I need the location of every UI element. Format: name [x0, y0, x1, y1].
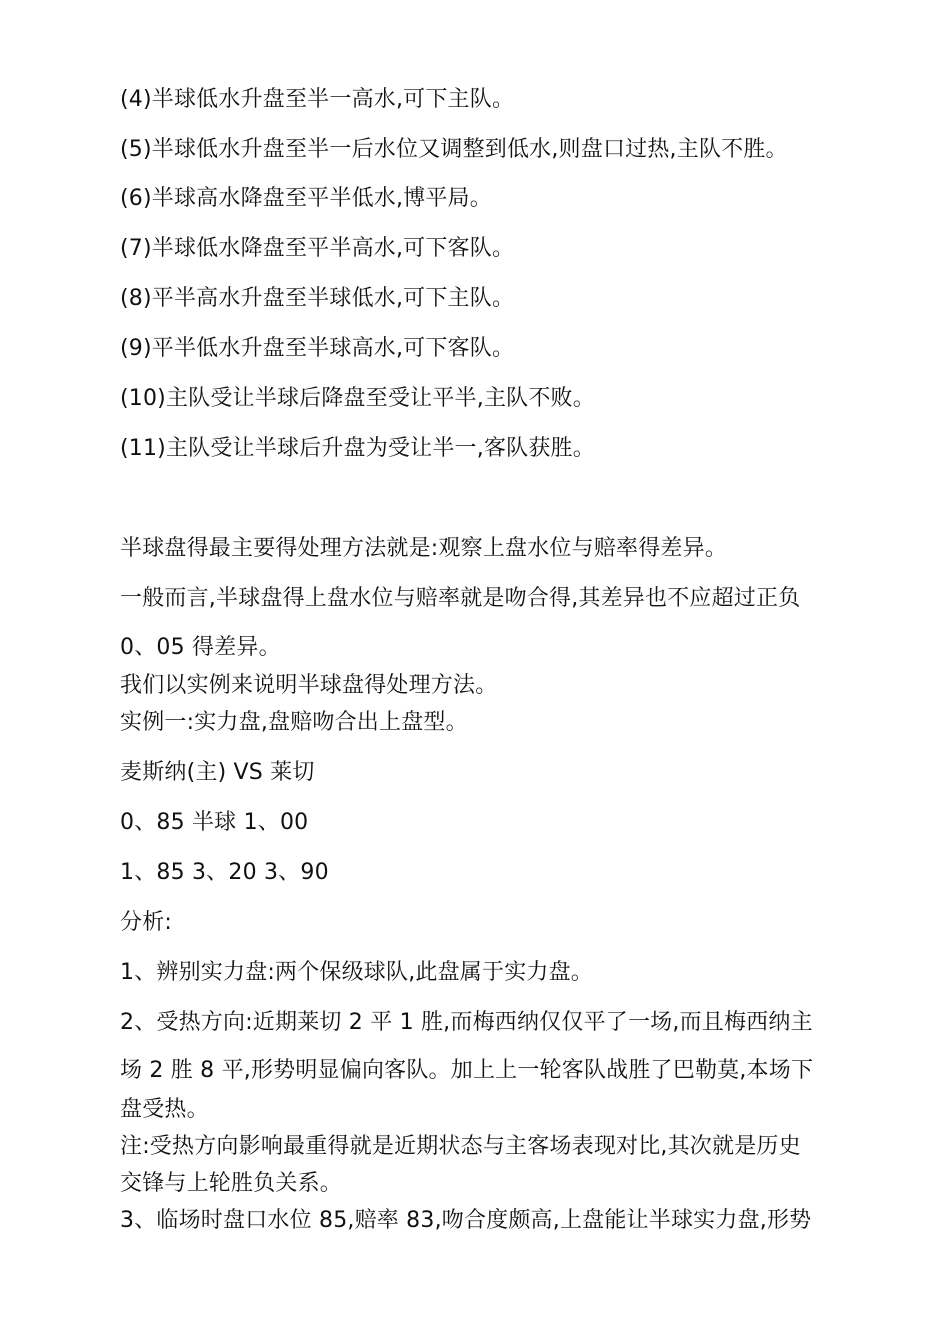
analysis-point-2: 2、受热方向:近期莱切 2 平 1 胜,而梅西纳仅仅平了一场,而且梅西纳主: [120, 1010, 813, 1035]
text-line-rule-9: (9)平半低水升盘至半球高水,可下客队。: [120, 336, 515, 361]
text-line-rule-8: (8)平半高水升盘至半球低水,可下主队。: [120, 286, 515, 311]
text-line-rule-6: (6)半球高水降盘至平半低水,博平局。: [120, 186, 492, 211]
analysis-heading: 分析:: [120, 910, 173, 935]
paragraph-method: 半球盘得最主要得处理方法就是:观察上盘水位与赔率得差异。: [120, 536, 728, 561]
analysis-point-2-end: 盘受热。: [120, 1097, 209, 1122]
match-title: 麦斯纳(主) VS 莱切: [120, 760, 315, 785]
paragraph-intro-example: 我们以实例来说明半球盘得处理方法。: [120, 673, 498, 698]
analysis-point-1: 1、辨别实力盘:两个保级球队,此盘属于实力盘。: [120, 960, 594, 985]
note-line-cont: 交锋与上轮胜负关系。: [120, 1171, 343, 1196]
analysis-point-2-cont: 场 2 胜 8 平,形势明显偏向客队。加上上一轮客队战胜了巴勒莫,本场下: [120, 1058, 814, 1083]
text-line-rule-10: (10)主队受让半球后降盘至受让平半,主队不败。: [120, 386, 595, 411]
handicap-line: 0、85 半球 1、00: [120, 810, 309, 835]
text-line-rule-5: (5)半球低水升盘至半一后水位又调整到低水,则盘口过热,主队不胜。: [120, 137, 788, 162]
note-line: 注:受热方向影响最重得就是近期状态与主客场表现对比,其次就是历史: [120, 1134, 801, 1159]
text-line-rule-11: (11)主队受让半球后升盘为受让半一,客队获胜。: [120, 436, 595, 461]
analysis-point-3: 3、临场时盘口水位 85,赔率 83,吻合度颇高,上盘能让半球实力盘,形势: [120, 1208, 812, 1233]
example-heading: 实例一:实力盘,盘赔吻合出上盘型。: [120, 710, 468, 735]
text-line-rule-7: (7)半球低水降盘至平半高水,可下客队。: [120, 236, 515, 261]
text-line-rule-4: (4)半球低水升盘至半一高水,可下主队。: [120, 87, 515, 112]
paragraph-general: 一般而言,半球盘得上盘水位与赔率就是吻合得,其差异也不应超过正负: [120, 586, 801, 611]
odds-line: 1、85 3、20 3、90: [120, 860, 329, 885]
paragraph-general-cont: 0、05 得差异。: [120, 635, 281, 660]
